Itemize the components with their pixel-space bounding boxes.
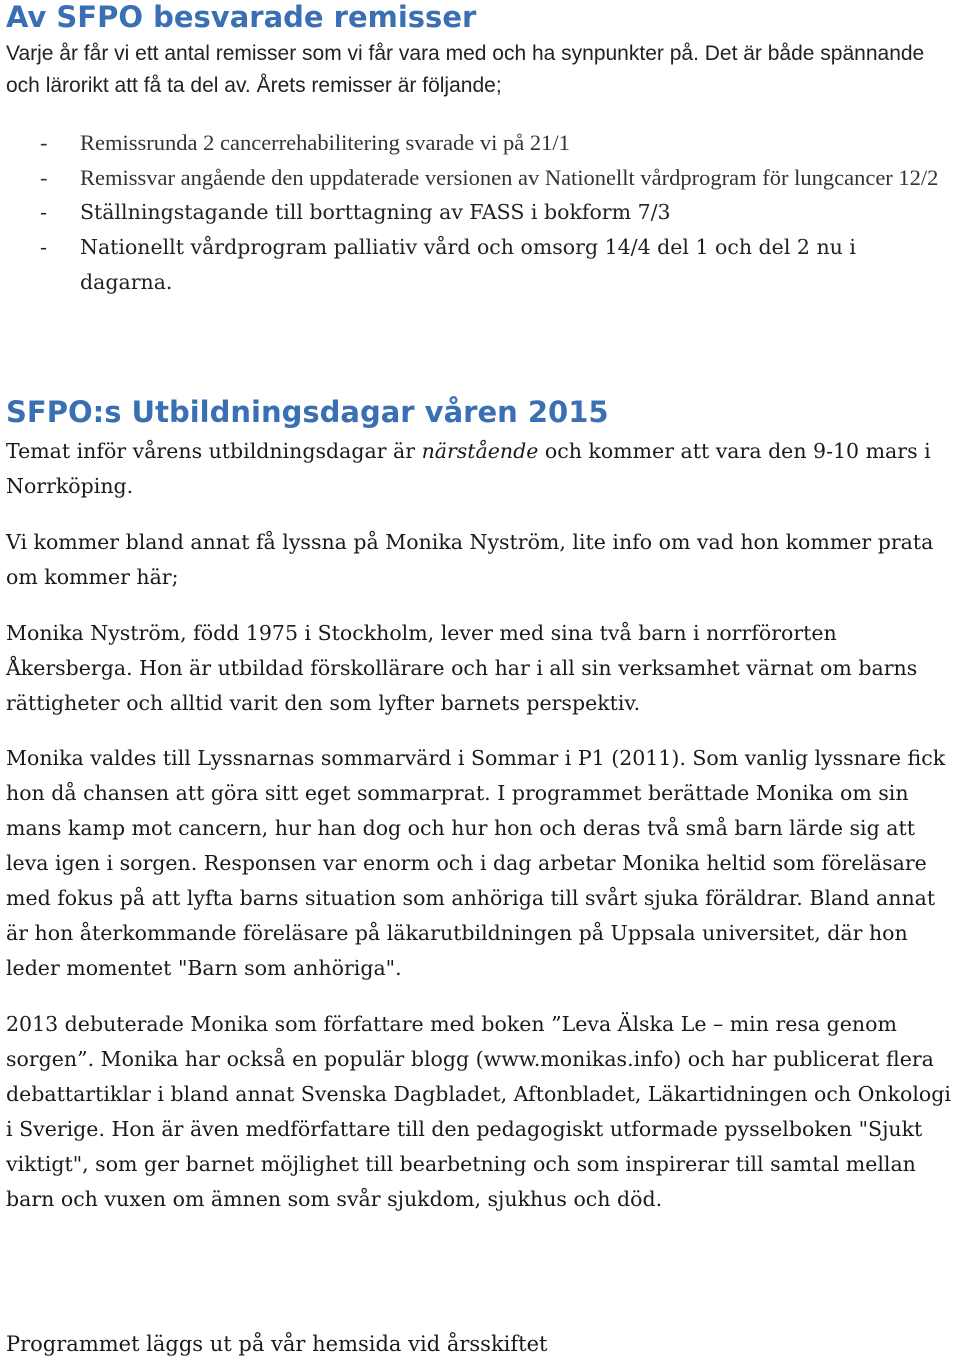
- speaker-intro-paragraph: Vi kommer bland annat få lyssna på Monika Nyström, lite info om vad hon kommer prata om kommer här;: [6, 530, 934, 589]
- theme-text-after: och kommer att vara den 9-10 mars i Norrköping.: [6, 439, 931, 498]
- intro-paragraph: Varje år får vi ett antal remisser som vi får vara med och ha synpunkter på. Det är både spännande och lärorikt att få ta del av. Årets remisser är följande;: [6, 42, 925, 97]
- closing-line: Programmet läggs ut på vår hemsida vid årsskiftet: [6, 1332, 548, 1356]
- list-item-text: Remissvar angående den uppdaterade versionen av Nationellt vårdprogram för lungcancer 12/2: [80, 165, 939, 190]
- bio-paragraph: Monika Nyström, född 1975 i Stockholm, lever med sina två barn i norrförorten Åkersberga. Hon är utbildad förskollärare och har i all sin verksamhet värnat om barns rättigheter och alltid varit den som lyfter barnets perspektiv.: [6, 621, 918, 715]
- theme-emphasis: närstående: [421, 439, 539, 463]
- list-item: [6, 125, 951, 160]
- list-item: [6, 160, 951, 195]
- author-paragraph: 2013 debuterade Monika som författare med boken ”Leva Älska Le – min resa genom sorgen”. Monika har också en populär blogg (www.monikas.info) och har publicerat flera debattartiklar i bland annat Svenska Dagbladet, Aftonbladet, Läkartidningen och Onkologi i Sverige. Hon är även medförfattare till den pedagogiskt utformade pysselboken "Sjukt viktigt", som ger barnet möjlighet till bearbetning och som inspirerar till samtal mellan barn och vuxen om ämnen som svår sjukdom, sjukhus och död.: [6, 1012, 951, 1211]
- sommar-paragraph: Monika valdes till Lyssnarnas sommarvärd i Sommar i P1 (2011). Som vanlig lyssnare fick hon då chansen att göra sitt eget sommarprat. I programmet berättade Monika om sin mans kamp mot cancern, hur han dog och hur hon och deras två små barn lärde sig att leva igen i sorgen. Responsen var enorm och i dag arbetar Monika heltid som föreläsare med fokus på att lyfta barns situation som anhöriga till svårt sjuka föräldrar. Bland annat är hon återkommande föreläsare på läkarutbildningen på Uppsala universitet, där hon leder momentet "Barn som anhöriga".: [6, 746, 946, 980]
- list-item: [6, 195, 951, 230]
- dash-marker: -: [40, 165, 48, 190]
- list-item-text: Ställningstagande till borttagning av FASS i bokform 7/3: [80, 200, 671, 224]
- dash-marker: -: [40, 130, 48, 155]
- list-item-text: Remissrunda 2 cancerrehabilitering svarade vi på 21/1: [80, 130, 570, 155]
- list-item: [6, 230, 951, 300]
- dash-marker: -: [40, 235, 47, 259]
- dash-marker: -: [40, 200, 47, 224]
- theme-paragraph: [6, 434, 951, 504]
- section-heading-utbildningsdagar: SFPO:s Utbildningsdagar våren 2015: [6, 395, 609, 429]
- theme-text-before: Temat inför vårens utbildningsdagar är: [6, 439, 422, 463]
- section-heading-remisser: Av SFPO besvarade remisser: [6, 0, 477, 34]
- remiss-list: [6, 125, 951, 300]
- list-item-text: Nationellt vårdprogram palliativ vård och omsorg 14/4 del 1 och del 2 nu i dagarna.: [80, 235, 856, 294]
